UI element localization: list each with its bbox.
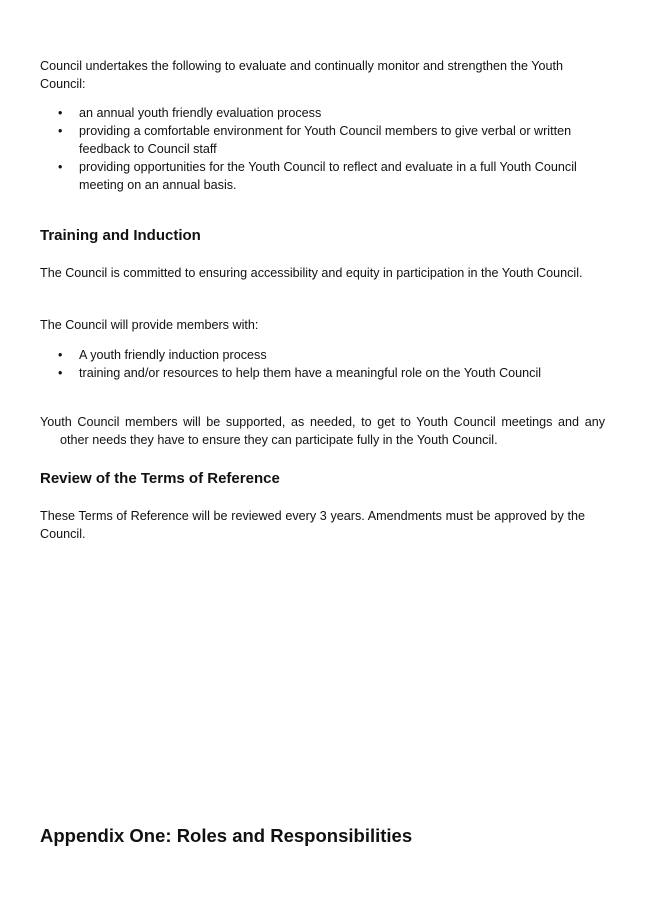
bullet-icon: •: [58, 106, 63, 120]
training-list: [40, 346, 585, 382]
bullet-icon: •: [58, 348, 63, 362]
evaluation-intro: Council undertakes the following to evaluate and continually monitor and strengthen the Youth Council:: [40, 59, 563, 91]
list-item-text: an annual youth friendly evaluation process: [79, 106, 322, 120]
list-item-text: providing opportunities for the Youth Council to reflect and evaluate in a full Youth Council meeting on an annual basis.: [79, 160, 577, 192]
bullet-icon: •: [58, 124, 63, 138]
list-item: [40, 158, 585, 194]
list-item: [40, 122, 585, 158]
list-item-text: A youth friendly induction process: [79, 348, 267, 362]
list-item: [40, 346, 585, 364]
training-commitment: The Council is committed to ensuring accessibility and equity in participation in the Youth Council.: [40, 266, 583, 280]
training-support: Youth Council members will be supported, as needed, to get to Youth Council meetings and any other needs they have to ensure they can participate fully in the Youth Council.: [40, 415, 605, 447]
list-item-text: providing a comfortable environment for Youth Council members to give verbal or written feedback to Council staff: [79, 124, 572, 156]
evaluation-list: [40, 104, 585, 194]
review-heading: Review of the Terms of Reference: [40, 470, 280, 487]
bullet-icon: •: [58, 160, 63, 174]
appendix-heading: Appendix One: Roles and Responsibilities: [40, 825, 413, 846]
review-text: These Terms of Reference will be reviewed every 3 years. Amendments must be approved by the Council.: [40, 509, 585, 541]
list-item-text: training and/or resources to help them have a meaningful role on the Youth Council: [79, 366, 542, 380]
bullet-icon: •: [58, 366, 63, 380]
list-item: [40, 364, 585, 382]
training-heading: Training and Induction: [40, 227, 201, 244]
list-item: [40, 104, 585, 122]
training-provide-intro: The Council will provide members with:: [40, 318, 259, 332]
